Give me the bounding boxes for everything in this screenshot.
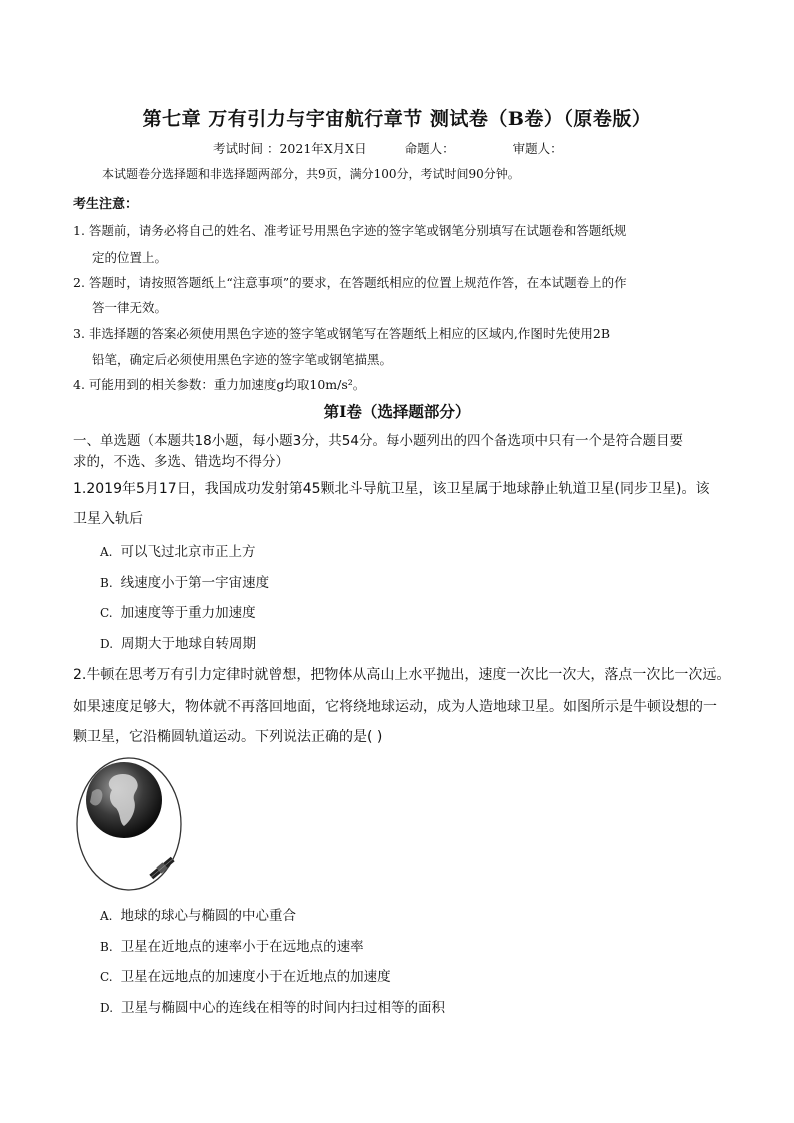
note-3-cont: 铅笔，确定后必须使用黑色字迹的签字笔或钢笔描黑。 — [92, 352, 393, 367]
note-4: 4. 可能用到的相关参数：重力加速度g均取10m/s²。 — [73, 377, 366, 392]
reviewer-label: 审题人： — [512, 141, 563, 156]
earth-satellite-orbit-image — [74, 756, 184, 892]
exam-time: 考试时间 ：2021年X月X日 — [213, 141, 367, 156]
note-3: 3. 非选择题的答案必须使用黑色字迹的签字笔或钢笔写在答题纸上相应的区域内,作图时先使用2B — [73, 326, 611, 341]
q2-option-b: B. 卫星在近地点的速率小于在远地点的速率 — [100, 939, 364, 955]
satellite-icon — [149, 856, 176, 880]
note-2-cont: 答一律无效。 — [92, 300, 168, 315]
q1-option-d: D. 周期大于地球自转周期 — [100, 636, 257, 652]
notes-heading: 考生注意： — [73, 197, 139, 212]
exam-meta — [213, 139, 563, 157]
question-1: 1.2019年5月17日，我国成功发射第45颗北斗导航卫星，该卫星属于地球静止轨道卫星(同步卫星)。该 — [73, 481, 710, 497]
q2-option-d: D. 卫星与椭圆中心的连线在相等的时间内扫过相等的面积 — [100, 1000, 446, 1016]
note-1-cont: 定的位置上。 — [92, 250, 168, 265]
question-1-cont: 卫星入轨后 — [73, 511, 143, 527]
section-heading-cont: 求的，不选、多选、错选均不得分） — [73, 454, 289, 470]
q1-option-b: B. 线速度小于第一宇宙速度 — [100, 575, 270, 591]
question-2: 2.牛顿在思考万有引力定律时就曾想，把物体从高山上水平抛出，速度一次比一次大，落点一次比一次远。 — [73, 667, 731, 683]
note-1: 1. 答题前，请务必将自己的姓名、准考证号用黑色字迹的签字笔或钢笔分别填写在试题卷和答题纸规 — [73, 223, 627, 238]
document-title: 第七章 万有引力与宇宙航行章节 测试卷（B卷）（原卷版） — [142, 108, 652, 130]
q2-option-c: C. 卫星在远地点的加速度小于在近地点的加速度 — [100, 969, 391, 985]
part-title: 第Ⅰ卷（选择题部分） — [323, 402, 471, 421]
q1-option-c: C. 加速度等于重力加速度 — [100, 605, 256, 621]
q2-option-a: A. 地球的球心与椭圆的中心重合 — [100, 908, 296, 924]
section-heading: 一、单选题（本题共18小题，每小题3分，共54分。每小题列出的四个备选项中只有一个是符合题目要 — [73, 433, 683, 449]
q1-option-a: A. 可以飞过北京市正上方 — [100, 544, 256, 560]
note-2: 2. 答题时，请按照答题纸上“注意事项”的要求，在答题纸相应的位置上规范作答，在本试题卷上的作 — [73, 275, 627, 290]
question-2-cont-2: 颗卫星，它沿椭圆轨道运动。下列说法正确的是( ) — [73, 729, 383, 745]
setter-label: 命题人： — [404, 141, 455, 156]
intro-text: 本试题卷分选择题和非选择题两部分，共9页，满分100分，考试时间90分钟。 — [102, 167, 520, 181]
question-2-cont-1: 如果速度足够大，物体就不再落回地面，它将绕地球运动，成为人造地球卫星。如图所示是牛顿设想的一 — [73, 699, 717, 715]
